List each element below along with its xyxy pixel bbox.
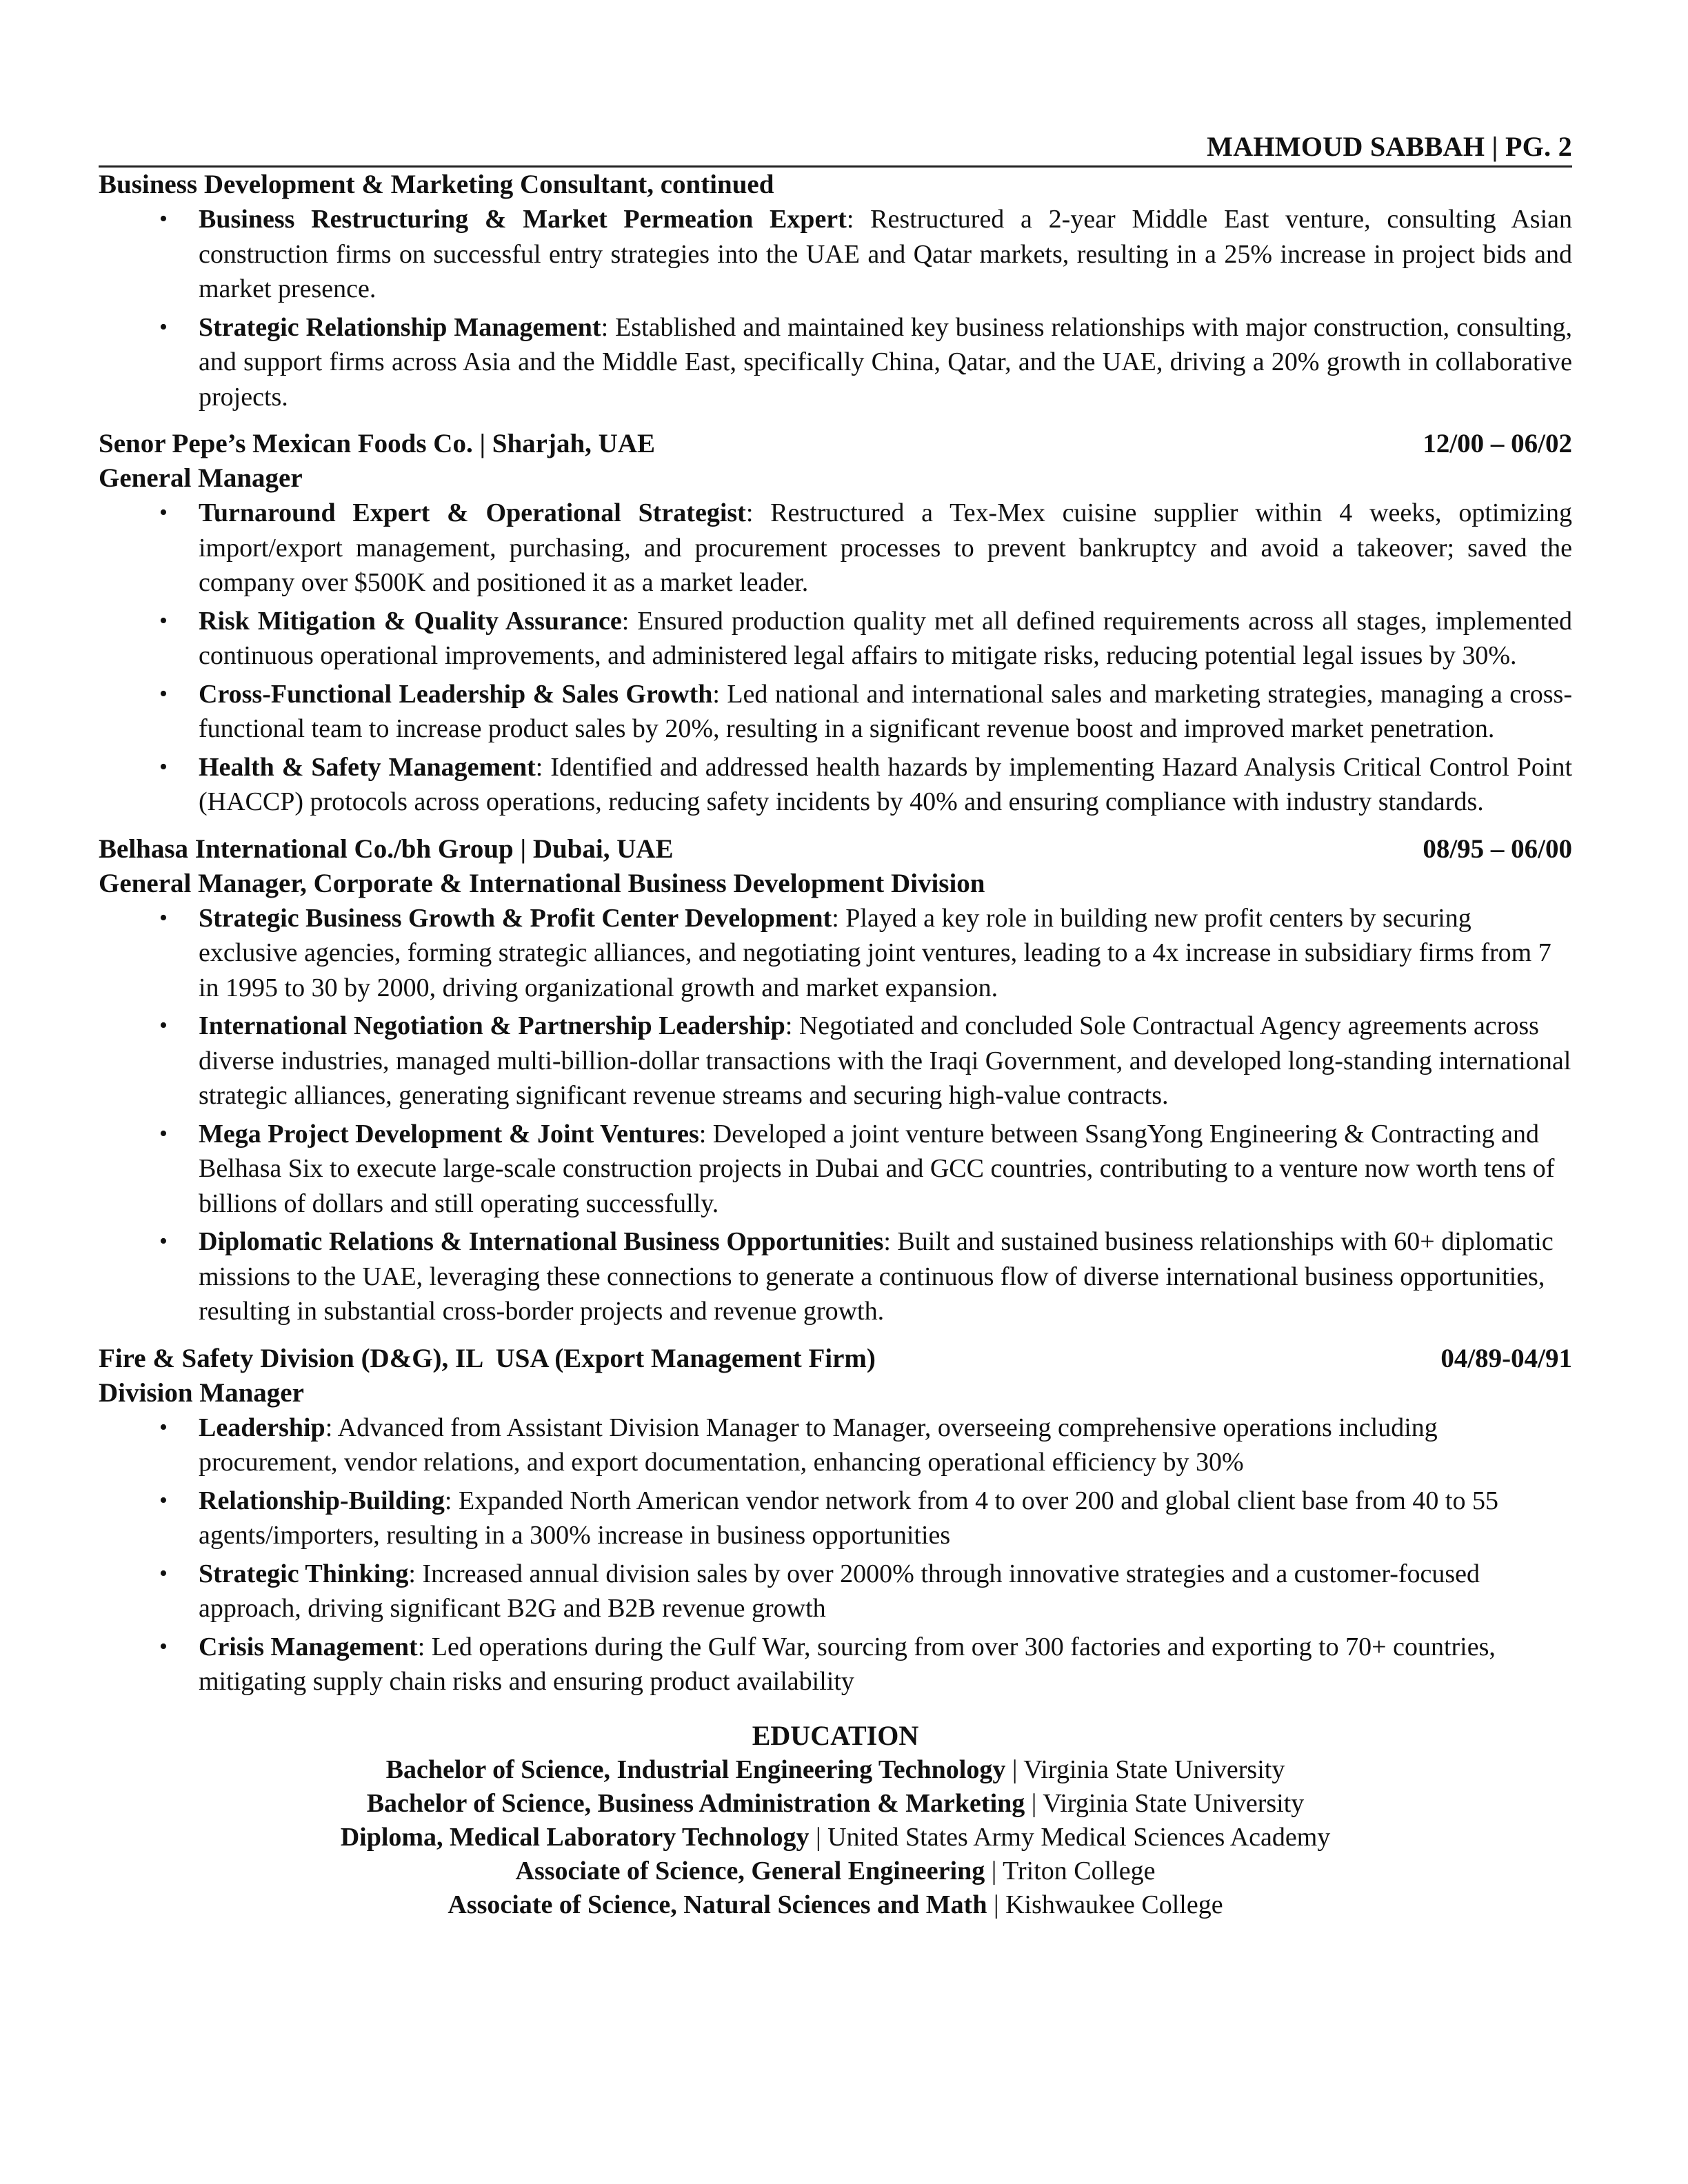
bullet-list: [99, 901, 1572, 1329]
section-title: Business Development & Marketing Consultant, continued: [99, 170, 774, 199]
bullet-lead: Crisis Management: [199, 1632, 418, 1661]
separator: |: [985, 1856, 1003, 1885]
bullet-text: : Advanced from Assistant Division Manager to Manager, overseeing comprehensive operations including procurement, vendor relations, and export documentation, enhancing operational efficiency by 30%: [199, 1413, 1438, 1477]
school: Virginia State University: [1023, 1755, 1285, 1784]
bullet-text: : Restructured a 2-year Middle East venture, consulting Asian construction firms on successful entry strategies into the UAE and Qatar markets, resulting in a 25% increase in project bids and market presence.: [199, 205, 1572, 303]
bullet-lead: Health & Safety Management: [199, 752, 536, 782]
degree: Associate of Science, General Engineering: [515, 1856, 985, 1885]
job-title: General Manager, Corporate & International Business Development Division: [99, 868, 985, 898]
job-belhasa: [99, 832, 1572, 1329]
bullet-lead: Business Restructuring & Market Permeation Expert: [199, 205, 847, 234]
bullet-item: [99, 677, 1572, 747]
bullet-item: [99, 1557, 1572, 1626]
bullet-item: [99, 202, 1572, 307]
bullet-text: : Developed a joint venture between SsangYong Engineering & Contracting and Belhasa Six to execute large-scale construction projects in Dubai and GCC countries, contributing to a venture now worth tens of billions of dollars and still operating successfully.: [199, 1119, 1555, 1218]
bullet-text: : Ensured production quality met all defined requirements across all stages, implemented continuous operational improvements, and administered legal affairs to mitigate risks, reducing potential legal issues by 30%.: [199, 606, 1572, 670]
bullet-lead: Strategic Business Growth & Profit Center Development: [199, 903, 832, 933]
job-title: General Manager: [99, 463, 303, 493]
bullet-icon: •: [159, 680, 168, 707]
education-entry: [99, 1888, 1572, 1922]
job-dates: 08/95 – 06/00: [1423, 833, 1572, 864]
school: United States Army Medical Sciences Academy: [827, 1822, 1331, 1852]
separator: |: [1005, 1755, 1024, 1784]
bullet-text: : Identified and addressed health hazards by implementing Hazard Analysis Critical Control Point (HACCP) protocols across operations, reducing safety incidents by 40% and ensuring compliance with industry standards.: [199, 752, 1572, 816]
bullet-icon: •: [159, 1633, 168, 1659]
bullet-text: : Negotiated and concluded Sole Contractual Agency agreements across diverse industries, managed multi-billion-dollar transactions with the Iraqi Government, and developed long-standing international strategic alliances, generating significant revenue streams and securing high-value contracts.: [199, 1011, 1571, 1110]
company-name: Belhasa International Co./bh Group | Dubai, UAE: [99, 833, 674, 864]
bullet-icon: •: [159, 904, 168, 931]
bullet-icon: •: [159, 1120, 168, 1146]
job-header: [99, 427, 1572, 461]
job-header: [99, 832, 1572, 867]
degree: Bachelor of Science, Industrial Engineering Technology: [385, 1755, 1006, 1784]
job-dates: 12/00 – 06/02: [1423, 429, 1572, 458]
education-entry: [99, 1787, 1572, 1821]
separator: |: [1025, 1788, 1043, 1818]
degree: Diploma, Medical Laboratory Technology: [340, 1822, 810, 1852]
bullet-text: : Established and maintained key business relationships with major construction, consulting, and support firms across Asia and the Middle East, specifically China, Qatar, and the UAE, driving a 20% growth in collaborative projects.: [199, 312, 1572, 412]
bullet-item: [99, 1410, 1572, 1480]
bullet-lead: Strategic Thinking: [199, 1559, 409, 1588]
bullet-item: [99, 1484, 1572, 1553]
bullet-item: [99, 496, 1572, 600]
bullet-text: : Led operations during the Gulf War, sourcing from over 300 factories and exporting to 70+ countries, mitigating supply chain risks and ensuring product availability: [199, 1632, 1496, 1696]
bullet-item: [99, 1630, 1572, 1699]
bullet-text: : Increased annual division sales by over 2000% through innovative strategies and a customer-focused approach, driving significant B2G and B2B revenue growth: [199, 1559, 1480, 1623]
education-entry: [99, 1854, 1572, 1888]
bullet-icon: •: [159, 754, 168, 780]
bullet-item: [99, 1224, 1572, 1329]
bullet-text: : Expanded North American vendor network from 4 to over 200 and global client base from 40 to 55 agents/importers, resulting in a 300% increase in business opportunities: [199, 1486, 1498, 1550]
company-name: Senor Pepe’s Mexican Foods Co. | Sharjah, UAE: [99, 429, 656, 458]
bullet-text: : Played a key role in building new profit centers by securing exclusive agencies, forming strategic alliances, and negotiating joint ventures, leading to a 4x increase in subsidiary firms from 7 in 1995 to 30 by 2000, driving organizational growth and market expansion.: [199, 903, 1551, 1002]
bullet-item: [99, 750, 1572, 820]
bullet-item: [99, 1009, 1572, 1113]
bullet-lead: Leadership: [199, 1413, 325, 1442]
bullet-icon: •: [159, 1560, 168, 1586]
job-dates: 04/89-04/91: [1440, 1343, 1572, 1373]
bullet-icon: •: [159, 1013, 168, 1038]
bullet-lead: Turnaround Expert & Operational Strategist: [199, 498, 746, 527]
company-name: Fire & Safety Division (D&G), IL USA (Export Management Firm): [99, 1343, 876, 1373]
bullet-list: [99, 1410, 1572, 1699]
bullet-text: : Restructured a Tex-Mex cuisine supplier within 4 weeks, optimizing import/export management, purchasing, and procurement processes to prevent bankruptcy and avoid a takeover; saved the company over $500K and positioned it as a market leader.: [199, 498, 1572, 597]
education-entry: [99, 1753, 1572, 1787]
school: Virginia State University: [1043, 1788, 1305, 1818]
bullet-lead: Strategic Relationship Management: [199, 312, 601, 342]
bullet-lead: Risk Mitigation & Quality Assurance: [199, 606, 622, 636]
bullet-item: [99, 310, 1572, 415]
education-entry: [99, 1821, 1572, 1854]
degree: Bachelor of Science, Business Administration & Marketing: [366, 1788, 1025, 1818]
education-title: EDUCATION: [752, 1719, 919, 1751]
bullet-lead: Cross-Functional Leadership & Sales Growth: [199, 679, 713, 709]
bullet-text: : Built and sustained business relationships with 60+ diplomatic missions to the UAE, leveraging these connections to generate a continuous flow of diverse international business opportunities, resulting in substantial cross-border projects and revenue growth.: [199, 1227, 1554, 1326]
separator: |: [809, 1822, 828, 1852]
bullet-icon: •: [159, 607, 168, 634]
bullet-list: [99, 202, 1572, 414]
job-consultant-continued: [99, 168, 1572, 414]
bullet-item: [99, 1117, 1572, 1222]
degree: Associate of Science, Natural Sciences and Math: [448, 1890, 987, 1919]
job-fire-safety: [99, 1342, 1572, 1699]
job-senor-pepe: [99, 427, 1572, 820]
school: Triton College: [1003, 1856, 1156, 1885]
bullet-icon: •: [159, 206, 168, 232]
job-header: [99, 1342, 1572, 1376]
bullet-lead: Mega Project Development & Joint Ventures: [199, 1119, 699, 1149]
bullet-icon: •: [159, 1487, 168, 1513]
bullet-icon: •: [159, 500, 168, 525]
bullet-icon: •: [159, 1228, 168, 1254]
bullet-lead: Relationship-Building: [199, 1486, 445, 1515]
job-title: Division Manager: [99, 1377, 304, 1408]
bullet-item: [99, 901, 1572, 1006]
running-head: MAHMOUD SABBAH | PG. 2: [1207, 131, 1572, 162]
separator: |: [987, 1890, 1006, 1919]
bullet-lead: Diplomatic Relations & International Business Opportunities: [199, 1227, 884, 1256]
school: Kishwaukee College: [1005, 1890, 1223, 1919]
bullet-icon: •: [159, 314, 168, 340]
bullet-list: [99, 496, 1572, 820]
bullet-icon: •: [159, 1414, 168, 1440]
education-section: [99, 1719, 1572, 1922]
resume-page: [99, 130, 1572, 1922]
bullet-lead: International Negotiation & Partnership Leadership: [199, 1011, 785, 1040]
bullet-text: : Led national and international sales and marketing strategies, managing a cross-functional team to increase product sales by 20%, resulting in a significant revenue boost and improved market penetration.: [199, 679, 1572, 743]
bullet-item: [99, 604, 1572, 674]
